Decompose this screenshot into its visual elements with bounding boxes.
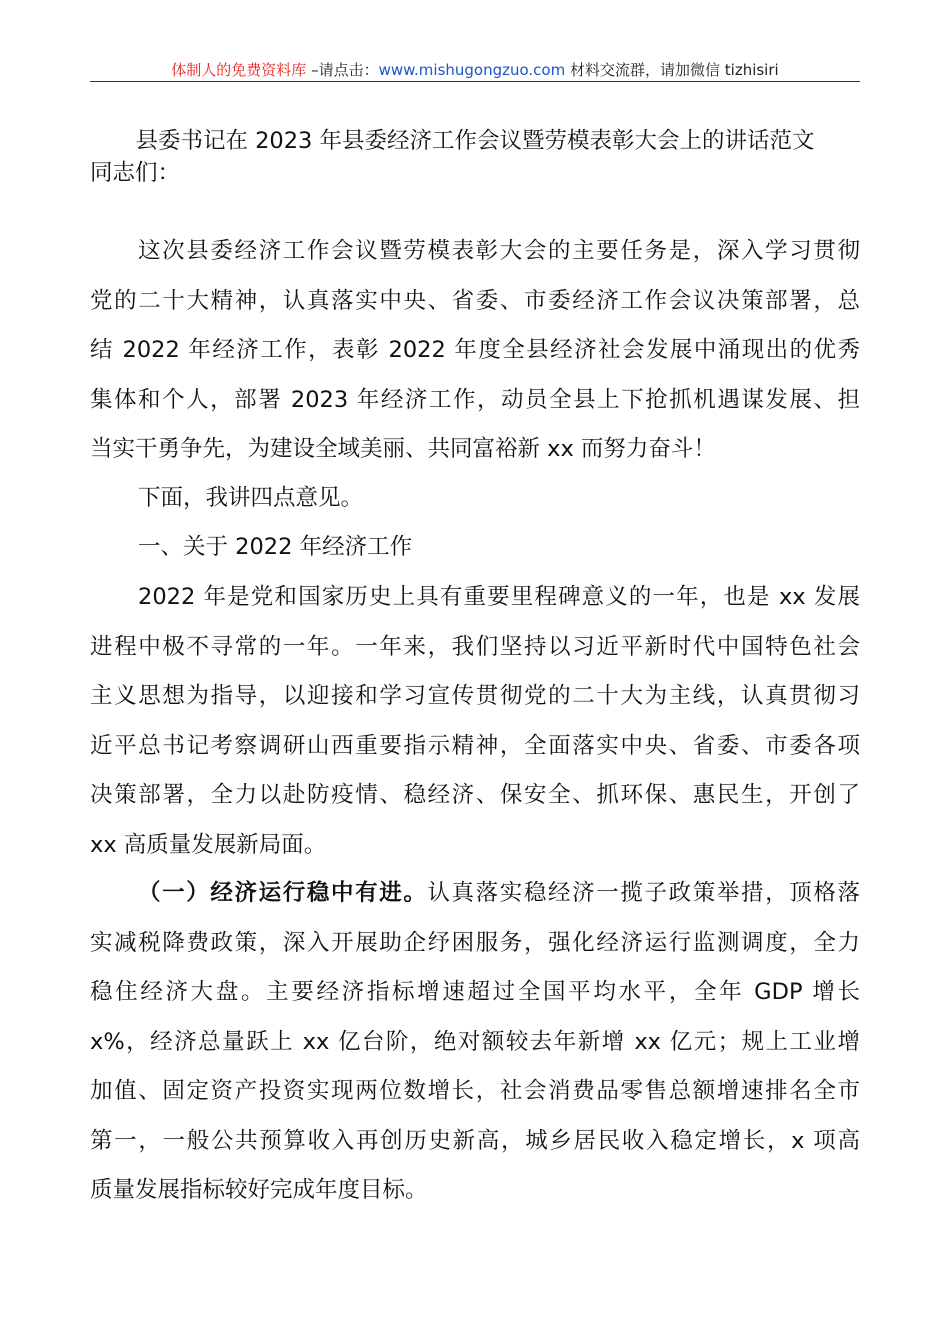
paragraph-line: 第一，一般公共预算收入再创历史新高，城乡居民收入稳定增长，x 项高 xyxy=(90,1127,860,1154)
header-brand: 体制人的免费资料库 xyxy=(171,61,307,79)
paragraph-line: 决策部署，全力以赴防疫情、稳经济、保安全、抓环保、惠民生，开创了 xyxy=(90,782,860,808)
paragraph-line: 加值、固定资产投资实现两位数增长，社会消费品零售总额增速排名全市 xyxy=(90,1078,860,1104)
paragraph-line: 党的二十大精神，认真落实中央、省委、市委经济工作会议决策部署，总 xyxy=(90,287,860,314)
header-prompt: –请点击： xyxy=(306,61,379,79)
header-divider xyxy=(90,81,860,82)
header-wechat-note: 材料交流群，请加微信 tizhisiri xyxy=(565,61,779,79)
section-heading-1 xyxy=(90,532,860,582)
salutation: 同志们： xyxy=(90,160,181,186)
paragraph-line: xx 高质量发展新局面。 xyxy=(90,831,327,858)
paragraph-line: 实减税降费政策，深入开展助企纾困服务，强化经济运行监测调度，全力 xyxy=(90,929,860,956)
section-heading-text: 一、关于 2022 年经济工作 xyxy=(138,534,413,560)
paragraph-line: 稳住经济大盘。主要经济指标增速超过全国平均水平，全年 GDP 增长 xyxy=(90,979,860,1005)
header-link[interactable]: www.mishugongzuo.com xyxy=(378,61,566,79)
paragraph-economy-stable xyxy=(90,878,860,1225)
paragraph-line: 近平总书记考察调研山西重要指示精神，全面落实中央、省委、市委各项 xyxy=(90,732,860,759)
paragraph-line-rest: 认真落实稳经济一揽子政策举措，顶格落 xyxy=(427,880,860,906)
paragraph-review-2022 xyxy=(90,582,860,879)
paragraph-outline-intro xyxy=(90,483,860,533)
paragraph-line: 2022 年是党和国家历史上具有重要里程碑意义的一年，也是 xx 发展 xyxy=(138,584,860,610)
paragraph-line: x%，经济总量跃上 xx 亿台阶，绝对额较去年新增 xx 亿元；规上工业增 xyxy=(90,1028,860,1055)
paragraph-line: 进程中极不寻常的一年。一年来，我们坚持以习近平新时代中国特色社会 xyxy=(90,633,860,660)
paragraph-line: 结 2022 年经济工作，表彰 2022 年度全县经济社会发展中涌现出的优秀 xyxy=(90,337,860,363)
subheading-bold: （一）经济运行稳中有进。 xyxy=(138,880,428,906)
paragraph-line xyxy=(90,878,860,928)
paragraph-intro xyxy=(90,236,860,484)
paragraph-line: 主义思想为指导，以迎接和学习宣传贯彻党的二十大为主线，认真贯彻习 xyxy=(90,683,860,709)
document-title: 县委书记在 2023 年县委经济工作会议暨劳模表彰大会上的讲话范文 xyxy=(135,128,815,154)
paragraph-line: 下面，我讲四点意见。 xyxy=(138,485,364,511)
paragraph-line: 这次县委经济工作会议暨劳模表彰大会的主要任务是，深入学习贯彻 xyxy=(138,238,860,264)
page-header xyxy=(90,60,860,82)
paragraph-line: 质量发展指标较好完成年度目标。 xyxy=(90,1177,428,1203)
paragraph-line: 集体和个人，部署 2023 年经济工作，动员全县上下抢抓机遇谋发展、担 xyxy=(90,386,860,413)
paragraph-line: 当实干勇争先，为建设全域美丽、共同富裕新 xx 而努力奋斗！ xyxy=(90,436,716,462)
